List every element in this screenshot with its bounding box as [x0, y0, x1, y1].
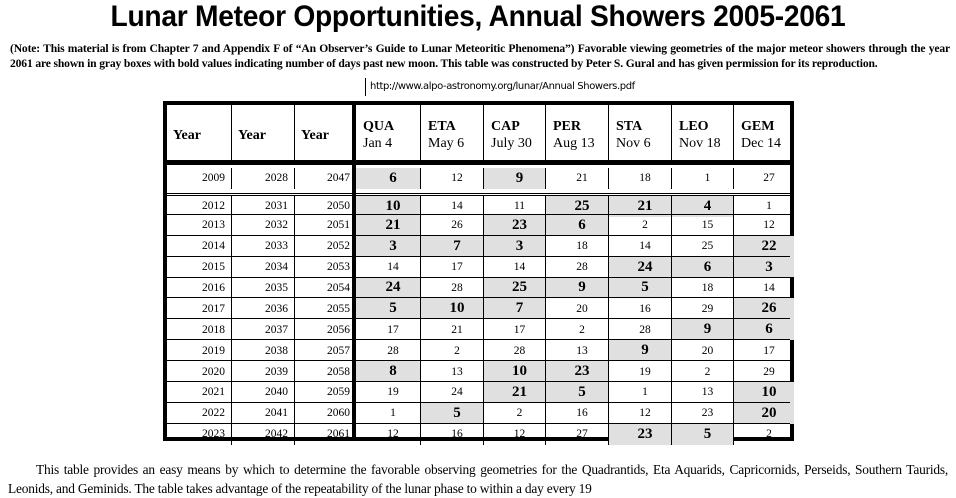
days-cell: 12 — [356, 424, 421, 445]
days-cell: 28 — [546, 257, 609, 278]
days-cell: 2 — [484, 403, 546, 424]
days-cell: 28 — [484, 340, 546, 361]
shower-column-header — [734, 105, 794, 160]
favorable-days-cell: 7 — [484, 298, 546, 319]
days-cell: 2 — [421, 340, 484, 361]
favorable-days-cell: 24 — [356, 278, 421, 299]
favorable-days-cell: 23 — [484, 215, 546, 236]
table-row — [167, 256, 790, 278]
days-cell: 13 — [546, 340, 609, 361]
source-url-link[interactable]: http://www.alpo-astronomy.org/lunar/Annual Showers.pdf — [365, 78, 635, 96]
year-cell: 2052 — [327, 240, 350, 253]
year-cell: 2061 — [327, 428, 350, 441]
year-column-header: Year — [301, 128, 329, 143]
year-cell: 2018 — [167, 319, 232, 340]
year-cell: 2037 — [232, 319, 295, 340]
days-cell: 29 — [763, 365, 775, 378]
year-cell: 2058 — [327, 365, 350, 378]
year-cell: 2034 — [232, 257, 295, 278]
shower-peak-date: May 6 — [428, 136, 465, 151]
shower-code: ETA — [428, 119, 456, 134]
year-cell: 2032 — [232, 215, 295, 236]
favorable-days-cell: 9 — [672, 319, 734, 340]
days-cell: 12 — [763, 219, 775, 232]
shower-column-header — [609, 105, 672, 160]
favorable-days-cell: 22 — [734, 236, 794, 257]
days-cell: 28 — [421, 278, 484, 299]
favorable-days-cell: 10 — [421, 298, 484, 319]
favorable-days-cell: 6 — [672, 257, 734, 278]
year-cell: 2047 — [327, 172, 350, 185]
days-cell: 21 — [421, 319, 484, 340]
year-cell: 2022 — [167, 403, 232, 424]
days-cell: 14 — [421, 196, 484, 217]
favorable-days-cell: 6 — [356, 168, 421, 189]
shower-peak-date: Nov 6 — [616, 136, 651, 151]
days-cell: 12 — [609, 403, 672, 424]
favorable-days-cell: 4 — [672, 196, 734, 217]
favorable-days-cell: 21 — [356, 215, 421, 236]
year-cell: 2016 — [167, 278, 232, 299]
year-column-header: Year — [167, 105, 232, 160]
shower-column-header — [356, 105, 421, 160]
favorable-days-cell: 5 — [546, 382, 609, 403]
table-row — [167, 235, 790, 257]
year-cell: 2014 — [167, 236, 232, 257]
days-cell: 13 — [672, 382, 734, 403]
year-cell: 2023 — [167, 424, 232, 445]
days-cell: 14 — [484, 257, 546, 278]
year-cell: 2033 — [232, 236, 295, 257]
days-cell: 14 — [763, 281, 775, 294]
year-cell: 2028 — [232, 168, 295, 189]
favorable-days-cell: 21 — [609, 196, 672, 217]
days-cell: 21 — [546, 168, 609, 189]
favorable-days-cell: 3 — [484, 236, 546, 257]
favorable-days-cell: 5 — [672, 424, 734, 445]
shower-peak-date: Nov 18 — [679, 136, 721, 151]
days-cell: 2 — [609, 215, 672, 236]
shower-code: STA — [616, 119, 643, 134]
days-cell: 2 — [766, 428, 772, 441]
shower-code: CAP — [491, 119, 520, 134]
year-cell: 2038 — [232, 340, 295, 361]
shower-column-header — [672, 105, 734, 160]
favorable-days-cell: 23 — [546, 361, 609, 382]
favorable-days-cell: 6 — [546, 215, 609, 236]
year-cell: 2009 — [167, 168, 232, 189]
year-cell: 2054 — [327, 281, 350, 294]
days-cell: 1 — [356, 403, 421, 424]
year-cell: 2020 — [167, 361, 232, 382]
favorable-days-cell: 5 — [609, 278, 672, 299]
table-header — [167, 105, 790, 165]
favorable-days-cell: 5 — [356, 298, 421, 319]
table-row — [167, 360, 790, 382]
favorable-days-cell: 7 — [421, 236, 484, 257]
favorable-days-cell: 5 — [421, 403, 484, 424]
shower-peak-date: Aug 13 — [553, 136, 595, 151]
shower-column-header — [421, 105, 484, 160]
days-cell: 27 — [546, 424, 609, 445]
year-cell: 2036 — [232, 298, 295, 319]
year-cell: 2050 — [327, 200, 350, 213]
days-cell: 18 — [609, 168, 672, 189]
shower-peak-date: Dec 14 — [741, 136, 782, 151]
favorable-days-cell: 9 — [609, 340, 672, 361]
days-cell: 11 — [484, 196, 546, 217]
shower-peak-date: Jan 4 — [363, 136, 393, 151]
year-cell: 2053 — [327, 261, 350, 274]
year-cell: 2035 — [232, 278, 295, 299]
days-cell: 12 — [484, 424, 546, 445]
year-cell: 2015 — [167, 257, 232, 278]
days-cell: 1 — [672, 168, 734, 189]
days-cell: 1 — [766, 200, 772, 213]
days-cell: 17 — [356, 319, 421, 340]
days-cell: 2 — [672, 361, 734, 382]
source-note: (Note: This material is from Chapter 7 and Appendix F of “An Observer’s Guide to Lunar Meteoritic Phenomena”) Favorable viewing geometries of the major meteor showers through the year 2061 are shown in gray boxes with bold values indicating number of days past new moon. This table was constructed by Peter S. Gural and has given permission for its reproduction. — [10, 42, 950, 70]
days-cell: 29 — [672, 298, 734, 319]
year-cell: 2017 — [167, 298, 232, 319]
table-row — [167, 297, 790, 319]
year-cell: 2013 — [167, 215, 232, 236]
days-cell: 20 — [672, 340, 734, 361]
table-row — [167, 214, 790, 236]
shower-code: LEO — [679, 119, 709, 134]
days-cell: 12 — [421, 168, 484, 189]
table-row — [167, 423, 790, 445]
favorable-days-cell: 9 — [546, 278, 609, 299]
days-cell: 16 — [546, 403, 609, 424]
shower-code: QUA — [363, 119, 395, 134]
days-cell: 25 — [672, 236, 734, 257]
favorable-days-cell: 25 — [484, 278, 546, 299]
year-cell: 2056 — [327, 323, 350, 336]
days-cell: 15 — [672, 215, 734, 236]
days-cell: 16 — [609, 298, 672, 319]
days-cell: 24 — [421, 382, 484, 403]
days-cell: 16 — [421, 424, 484, 445]
table-row — [167, 168, 790, 189]
days-cell: 18 — [546, 236, 609, 257]
days-cell: 13 — [421, 361, 484, 382]
shower-column-header — [484, 105, 546, 160]
favorable-days-cell: 21 — [484, 382, 546, 403]
days-cell: 18 — [672, 278, 734, 299]
days-cell: 2 — [546, 319, 609, 340]
favorable-days-cell: 10 — [734, 382, 794, 403]
table-row — [167, 381, 790, 403]
days-cell: 26 — [421, 215, 484, 236]
days-cell: 1 — [609, 382, 672, 403]
favorable-days-cell: 10 — [484, 361, 546, 382]
table-row — [167, 277, 790, 299]
favorable-days-cell: 24 — [609, 257, 672, 278]
favorable-days-cell: 20 — [734, 403, 794, 424]
year-cell: 2055 — [327, 302, 350, 315]
year-cell: 2057 — [327, 344, 350, 357]
shower-code: GEM — [741, 119, 775, 134]
days-cell: 20 — [546, 298, 609, 319]
favorable-days-cell: 26 — [734, 298, 794, 319]
year-cell: 2021 — [167, 382, 232, 403]
favorable-days-cell: 9 — [484, 168, 546, 189]
year-data-divider — [352, 105, 356, 437]
days-cell: 19 — [356, 382, 421, 403]
year-cell: 2042 — [232, 424, 295, 445]
days-cell: 19 — [609, 361, 672, 382]
days-cell: 28 — [609, 319, 672, 340]
page-title: Lunar Meteor Opportunities, Annual Showers 2005-2061 — [110, 0, 846, 33]
year-cell: 2040 — [232, 382, 295, 403]
year-cell: 2012 — [167, 196, 232, 217]
description-paragraph: This table provides an easy means by which to determine the favorable observing geometries for the Quadrantids, Eta Aquarids, Capricornids, Perseids, Southern Taurids, Leonids, and Geminids. The table takes advantage of the repeatability of the lunar phase to within a day every 19 — [8, 462, 948, 496]
year-cell: 2039 — [232, 361, 295, 382]
year-cell: 2019 — [167, 340, 232, 361]
year-cell: 2051 — [327, 219, 350, 232]
shower-column-header — [546, 105, 609, 160]
meteor-shower-table — [163, 101, 794, 441]
favorable-days-cell: 23 — [609, 424, 672, 445]
favorable-days-cell: 6 — [734, 319, 794, 340]
days-cell: 28 — [356, 340, 421, 361]
table-row — [167, 339, 790, 361]
table-row — [167, 318, 790, 340]
days-cell: 23 — [672, 403, 734, 424]
year-cell: 2059 — [327, 386, 350, 399]
table-row — [167, 402, 790, 424]
days-cell: 17 — [484, 319, 546, 340]
favorable-days-cell: 3 — [356, 236, 421, 257]
favorable-days-cell: 8 — [356, 361, 421, 382]
year-cell: 2031 — [232, 196, 295, 217]
days-cell: 14 — [356, 257, 421, 278]
days-cell: 27 — [763, 172, 775, 185]
days-cell: 17 — [763, 344, 775, 357]
year-column-header: Year — [232, 105, 295, 160]
favorable-days-cell: 10 — [356, 196, 421, 217]
favorable-days-cell: 3 — [734, 257, 794, 278]
shower-peak-date: July 30 — [491, 136, 532, 151]
year-cell: 2041 — [232, 403, 295, 424]
days-cell: 14 — [609, 236, 672, 257]
year-cell: 2060 — [327, 407, 350, 420]
shower-code: PER — [553, 119, 581, 134]
favorable-days-cell: 25 — [546, 196, 609, 217]
days-cell: 17 — [421, 257, 484, 278]
